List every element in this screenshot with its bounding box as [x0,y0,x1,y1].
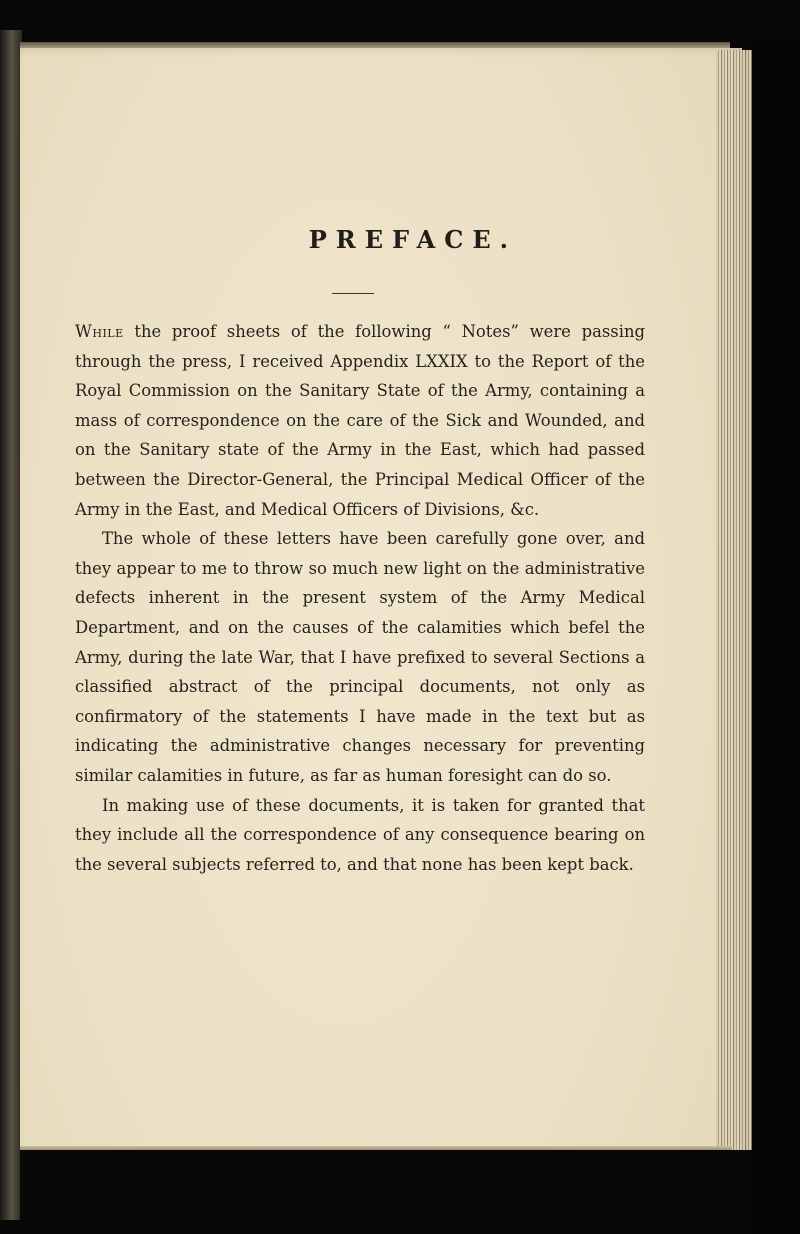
title-rule [332,293,374,294]
page-title: PREFACE. [308,225,517,254]
right-page-edges [716,50,756,1150]
paragraph-1-lead: While [75,322,124,341]
paragraph-3: In making use of these documents, it is taken for granted that they include all the correspondence of any consequence bearing on the several subjects referred to, and that none has been kept back. [75,795,645,874]
right-background [752,40,800,1234]
paragraph-2: The whole of these letters have been carefully gone over, and they appear to me to throw so much new light on the administrative defects inherent in the present system of the Army Medical Department, and on the causes of the calamities which befel the Army, during the late War, that I have prefixed to several Sections a classified abstract of the principal documents, not only as confirmatory of the statements I have made in the text but as indicating the administrative changes necessary for preventing similar calamities in future, as far as human foresight can do so. [75,529,645,785]
paragraph-1-text: the proof sheets of the following “ Notes” were passing through the press, I received Appendix LXXIX to the Report of the Royal Commission on the Sanitary State of the Army, containing a mass of correspondence on the care of the Sick and Wounded, and on the Sanitary state of the Army in the East, which had passed between the Director-General, the Principal Medical Officer of the Army in the East, and Medical Officers of Divisions, &c. [75,322,645,519]
bottom-background [20,1150,750,1234]
paragraph-1 [75,317,645,524]
left-page-edge [0,30,22,1220]
preface-body [75,317,645,879]
